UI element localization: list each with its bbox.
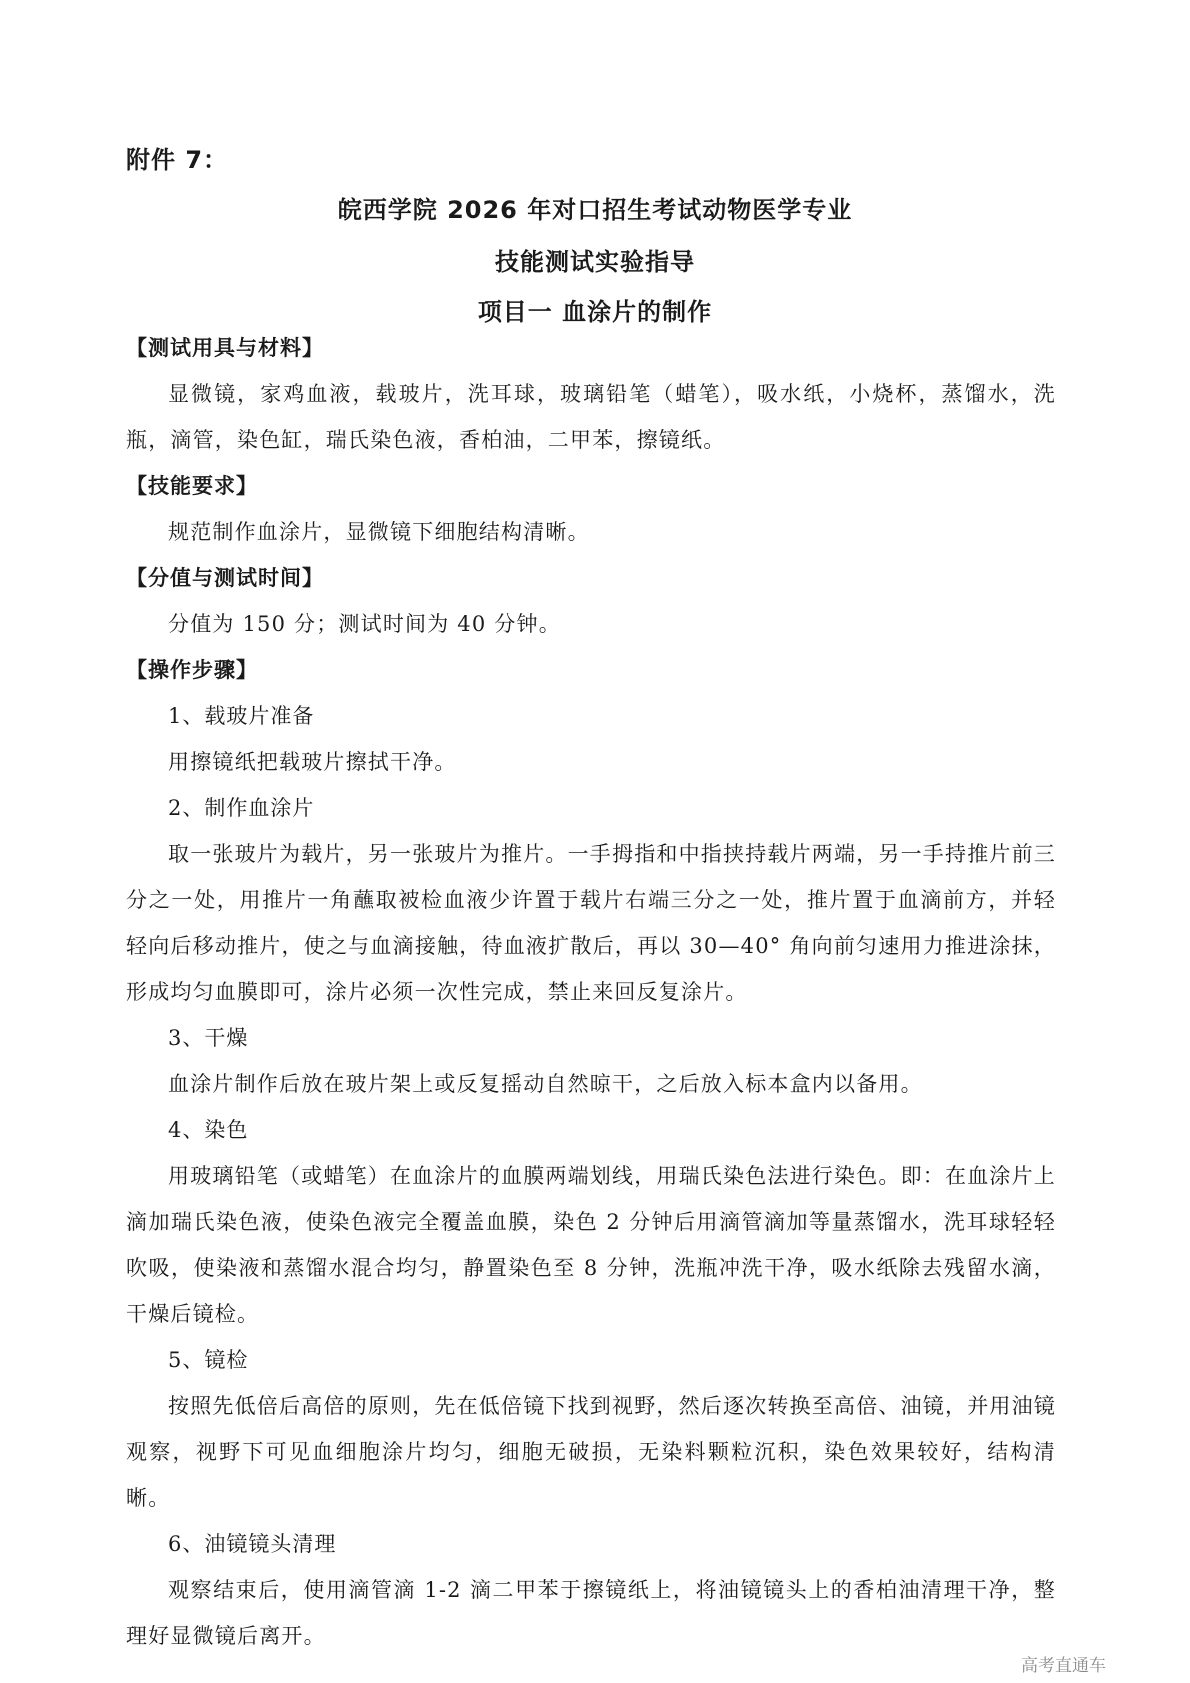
step3-title: 3、干燥 [168, 1026, 249, 1050]
step4-text: 用玻璃铅笔（或蜡笔）在血涂片的血膜两端划线，用瑞氏染色法进行染色。即：在血涂片上滴加瑞氏染色液，使染色液完全覆盖血膜，染色 2 分钟后用滴管滴加等量蒸馏水，洗耳球轻轻吹吸，使染液和蒸馏水混合均匀，静置染色至 8 分钟，洗瓶冲洗干净，吸水纸除去残留水滴，干燥后镜检。 [126, 1164, 1056, 1326]
project-title: 项目一 血涂片的制作 [477, 298, 713, 326]
step5-title: 5、镜检 [168, 1348, 249, 1372]
steps-heading: 【操作步骤】 [126, 658, 258, 682]
materials-text: 显微镜，家鸡血液，载玻片，洗耳球，玻璃铅笔（蜡笔），吸水纸，小烧杯，蒸馏水，洗瓶，滴管，染色缸，瑞氏染色液，香柏油，二甲苯，擦镜纸。 [126, 382, 1056, 452]
step5-text: 按照先低倍后高倍的原则，先在低倍镜下找到视野，然后逐次转换至高倍、油镜，并用油镜观察，视野下可见血细胞涂片均匀，细胞无破损，无染料颗粒沉积，染色效果较好，结构清晰。 [126, 1394, 1056, 1510]
step2-text: 取一张玻片为载片，另一张玻片为推片。一手拇指和中指挟持载片两端，另一手持推片前三分之一处，用推片一角蘸取被检血液少许置于载片右端三分之一处，推片置于血滴前方，并轻轻向后移动推片，使之与血滴接触，待血液扩散后，再以 30—40° 角向前匀速用力推进涂抹，形成均匀血膜即可，涂片必须一次性完成，禁止来回反复涂片。 [126, 842, 1056, 1004]
step4-title: 4、染色 [168, 1118, 249, 1142]
step6-title: 6、油镜镜头清理 [168, 1532, 337, 1556]
materials-heading: 【测试用具与材料】 [126, 336, 324, 360]
skills-text: 规范制作血涂片，显微镜下细胞结构清晰。 [168, 520, 590, 544]
document-subtitle: 技能测试实验指导 [495, 248, 695, 276]
step3-text: 血涂片制作后放在玻片架上或反复摇动自然晾干，之后放入标本盒内以备用。 [168, 1072, 923, 1096]
attachment-label: 附件 7： [126, 146, 229, 174]
watermark: 高考直通车 [1021, 1656, 1106, 1676]
step6-text: 观察结束后，使用滴管滴 1-2 滴二甲苯于擦镜纸上，将油镜镜头上的香柏油清理干净，整理好显微镜后离开。 [126, 1578, 1056, 1648]
score-text: 分值为 150 分；测试时间为 40 分钟。 [168, 612, 561, 636]
document-title: 皖西学院 2026 年对口招生考试动物医学专业 [337, 196, 853, 224]
skills-heading: 【技能要求】 [126, 474, 258, 498]
step2-title: 2、制作血涂片 [168, 796, 315, 820]
step1-title: 1、载玻片准备 [168, 704, 315, 728]
document-body [126, 325, 1056, 1659]
score-heading: 【分值与测试时间】 [126, 566, 324, 590]
step1-text: 用擦镜纸把载玻片擦拭干净。 [168, 750, 457, 774]
